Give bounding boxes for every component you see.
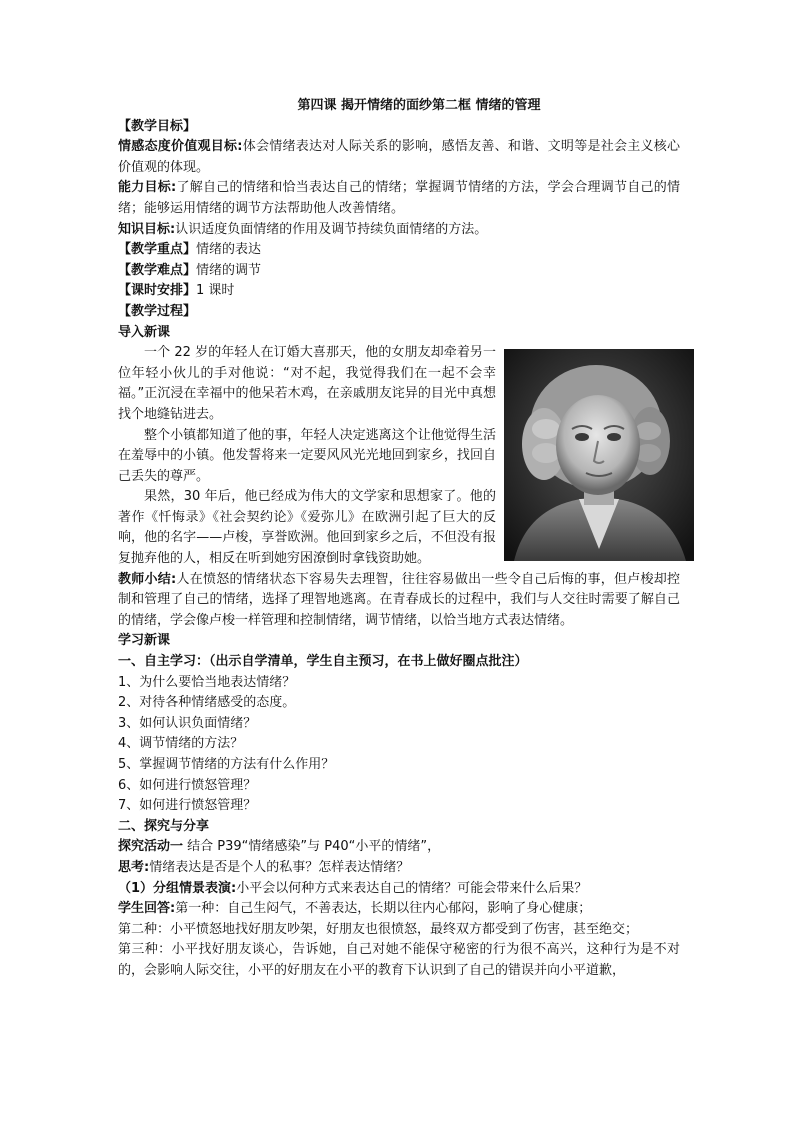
question-item: 3、如何认识负面情绪？ <box>118 715 257 731</box>
key-heading: 【教学重点】 <box>118 242 197 258</box>
activity-label: 探究活动一 <box>118 839 184 855</box>
question-item: 7、如何进行愤怒管理？ <box>118 798 257 814</box>
ability-text: 了解自己的情绪和恰当表达自己的情绪；掌握调节情绪的方法，学会合理调节自己的情绪；能够运用情绪的调节方法帮助他人改善情绪。 <box>118 180 680 216</box>
knowledge-label: 知识目标: <box>118 221 176 237</box>
question-item: 2、对待各种情绪感受的态度。 <box>118 695 296 711</box>
summary-label: 教师小结: <box>118 571 177 587</box>
difficulty-point <box>118 261 680 282</box>
knowledge-objective <box>118 220 680 241</box>
question-item: 5、掌握调节情绪的方法有什么作用？ <box>118 757 335 772</box>
question-item: 4、调节情绪的方法？ <box>118 736 244 752</box>
question-item: 1、为什么要恰当地表达情绪？ <box>118 674 296 690</box>
key-point <box>118 240 680 261</box>
answer-text-1: 第一种：自己生闷气，不善表达，长期以往内心郁闷，影响了身心健康； <box>175 901 592 917</box>
ability-objective <box>118 178 680 219</box>
ability-label: 能力目标: <box>118 180 177 196</box>
answer-line-2: 第二种：小平愤怒地找好朋友吵架，好朋友也很愤怒，最终双方都受到了伤害，甚至绝交； <box>118 921 639 937</box>
knowledge-text: 认识适度负面情绪的作用及调节持续负面情绪的方法。 <box>175 221 488 237</box>
explore-heading: 二、探究与分享 <box>118 818 210 834</box>
question-item: 6、如何进行愤怒管理？ <box>118 777 257 793</box>
objectives-heading: 【教学目标】 <box>118 118 197 134</box>
schedule <box>118 281 680 302</box>
intro-section <box>118 343 680 570</box>
process-heading: 【教学过程】 <box>118 303 197 319</box>
values-text: 体会情绪表达对人际关系的影响，感悟友善、和谐、文明等是社会主义核心价值观的体现。 <box>118 139 680 175</box>
page-title: 第四课 揭开情绪的面纱第二框 情绪的管理 <box>297 98 541 113</box>
intro-paragraph-2: 整个小镇都知道了他的事，年轻人决定逃离这个让他觉得生活在羞辱中的小镇。他发誓将来一定要风风光光地回到家乡，找回自己丢失的尊严。 <box>118 427 496 484</box>
teacher-summary <box>118 570 680 632</box>
think-label: 思考: <box>118 859 150 875</box>
self-study-heading: 一、自主学习：（出示自学清单，学生自主预习，在书上做好圈点批注） <box>118 654 528 670</box>
think-text: 情绪表达是否是个人的私事？怎样表达情绪？ <box>149 859 410 875</box>
intro-heading: 导入新课 <box>118 324 171 340</box>
summary-text: 人在愤怒的情绪状态下容易失去理智，往往容易做出一些令自己后悔的事，但卢梭却控制和管理了自己的情绪，选择了理智地逃离。在青春成长的过程中，我们与人交往时需要了解自己的情绪，学会像卢梭一样管理和控制情绪，调节情绪，以恰当地方式表达情绪。 <box>118 571 680 628</box>
document-page <box>118 96 680 982</box>
think-line <box>118 858 680 879</box>
scene-line <box>118 879 680 900</box>
schedule-text: 1 课时 <box>196 283 235 299</box>
difficulty-text: 情绪的调节 <box>196 262 262 278</box>
answer-line-1 <box>118 899 680 920</box>
activity-text: 结合 P39“情绪感染”与 P40“小平的情绪”， <box>187 839 441 855</box>
activity-line <box>118 837 680 858</box>
scene-label: （1）分组情景表演: <box>118 880 237 896</box>
intro-paragraph-1: 一个 22 岁的年轻人在订婚大喜那天，他的女朋友却牵着另一位年轻小伙儿的手对他说：“对不起，我觉得我们在一起不会幸福。”正沉浸在幸福中的他呆若木鸡，在亲戚朋友诧异的目光中真想找个地缝钻进去。 <box>118 345 496 422</box>
scene-text: 小平会以何种方式来表达自己的情绪？可能会带来什么后果？ <box>236 880 588 896</box>
intro-paragraph-3: 果然，30 年后，他已经成为伟大的文学家和思想家了。他的著作《忏悔录》《社会契约论》《爱弥儿》在欧洲引起了巨大的反响，他的名字——卢梭，享誉欧洲。他回到家乡之后，不但没有报复抛弃他的人，相反在听到她穷困潦倒时拿钱资助她。 <box>118 489 496 567</box>
new-lesson-heading: 学习新课 <box>118 633 171 649</box>
answer-label: 学生回答: <box>118 901 176 917</box>
values-objective <box>118 137 680 178</box>
key-text: 情绪的表达 <box>196 242 262 258</box>
difficulty-heading: 【教学难点】 <box>118 262 197 278</box>
intro-story <box>118 343 496 570</box>
values-label: 情感态度价值观目标: <box>118 139 243 155</box>
rousseau-portrait-image <box>504 349 694 561</box>
answer-line-3: 第三种：小平找好朋友谈心，告诉她，自己对她不能保守秘密的行为很不高兴，这种行为是不对的，会影响人际交往，小平的好朋友在小平的教育下认识到了自己的错误并向小平道歉， <box>118 942 680 978</box>
schedule-heading: 【课时安排】 <box>118 283 197 299</box>
